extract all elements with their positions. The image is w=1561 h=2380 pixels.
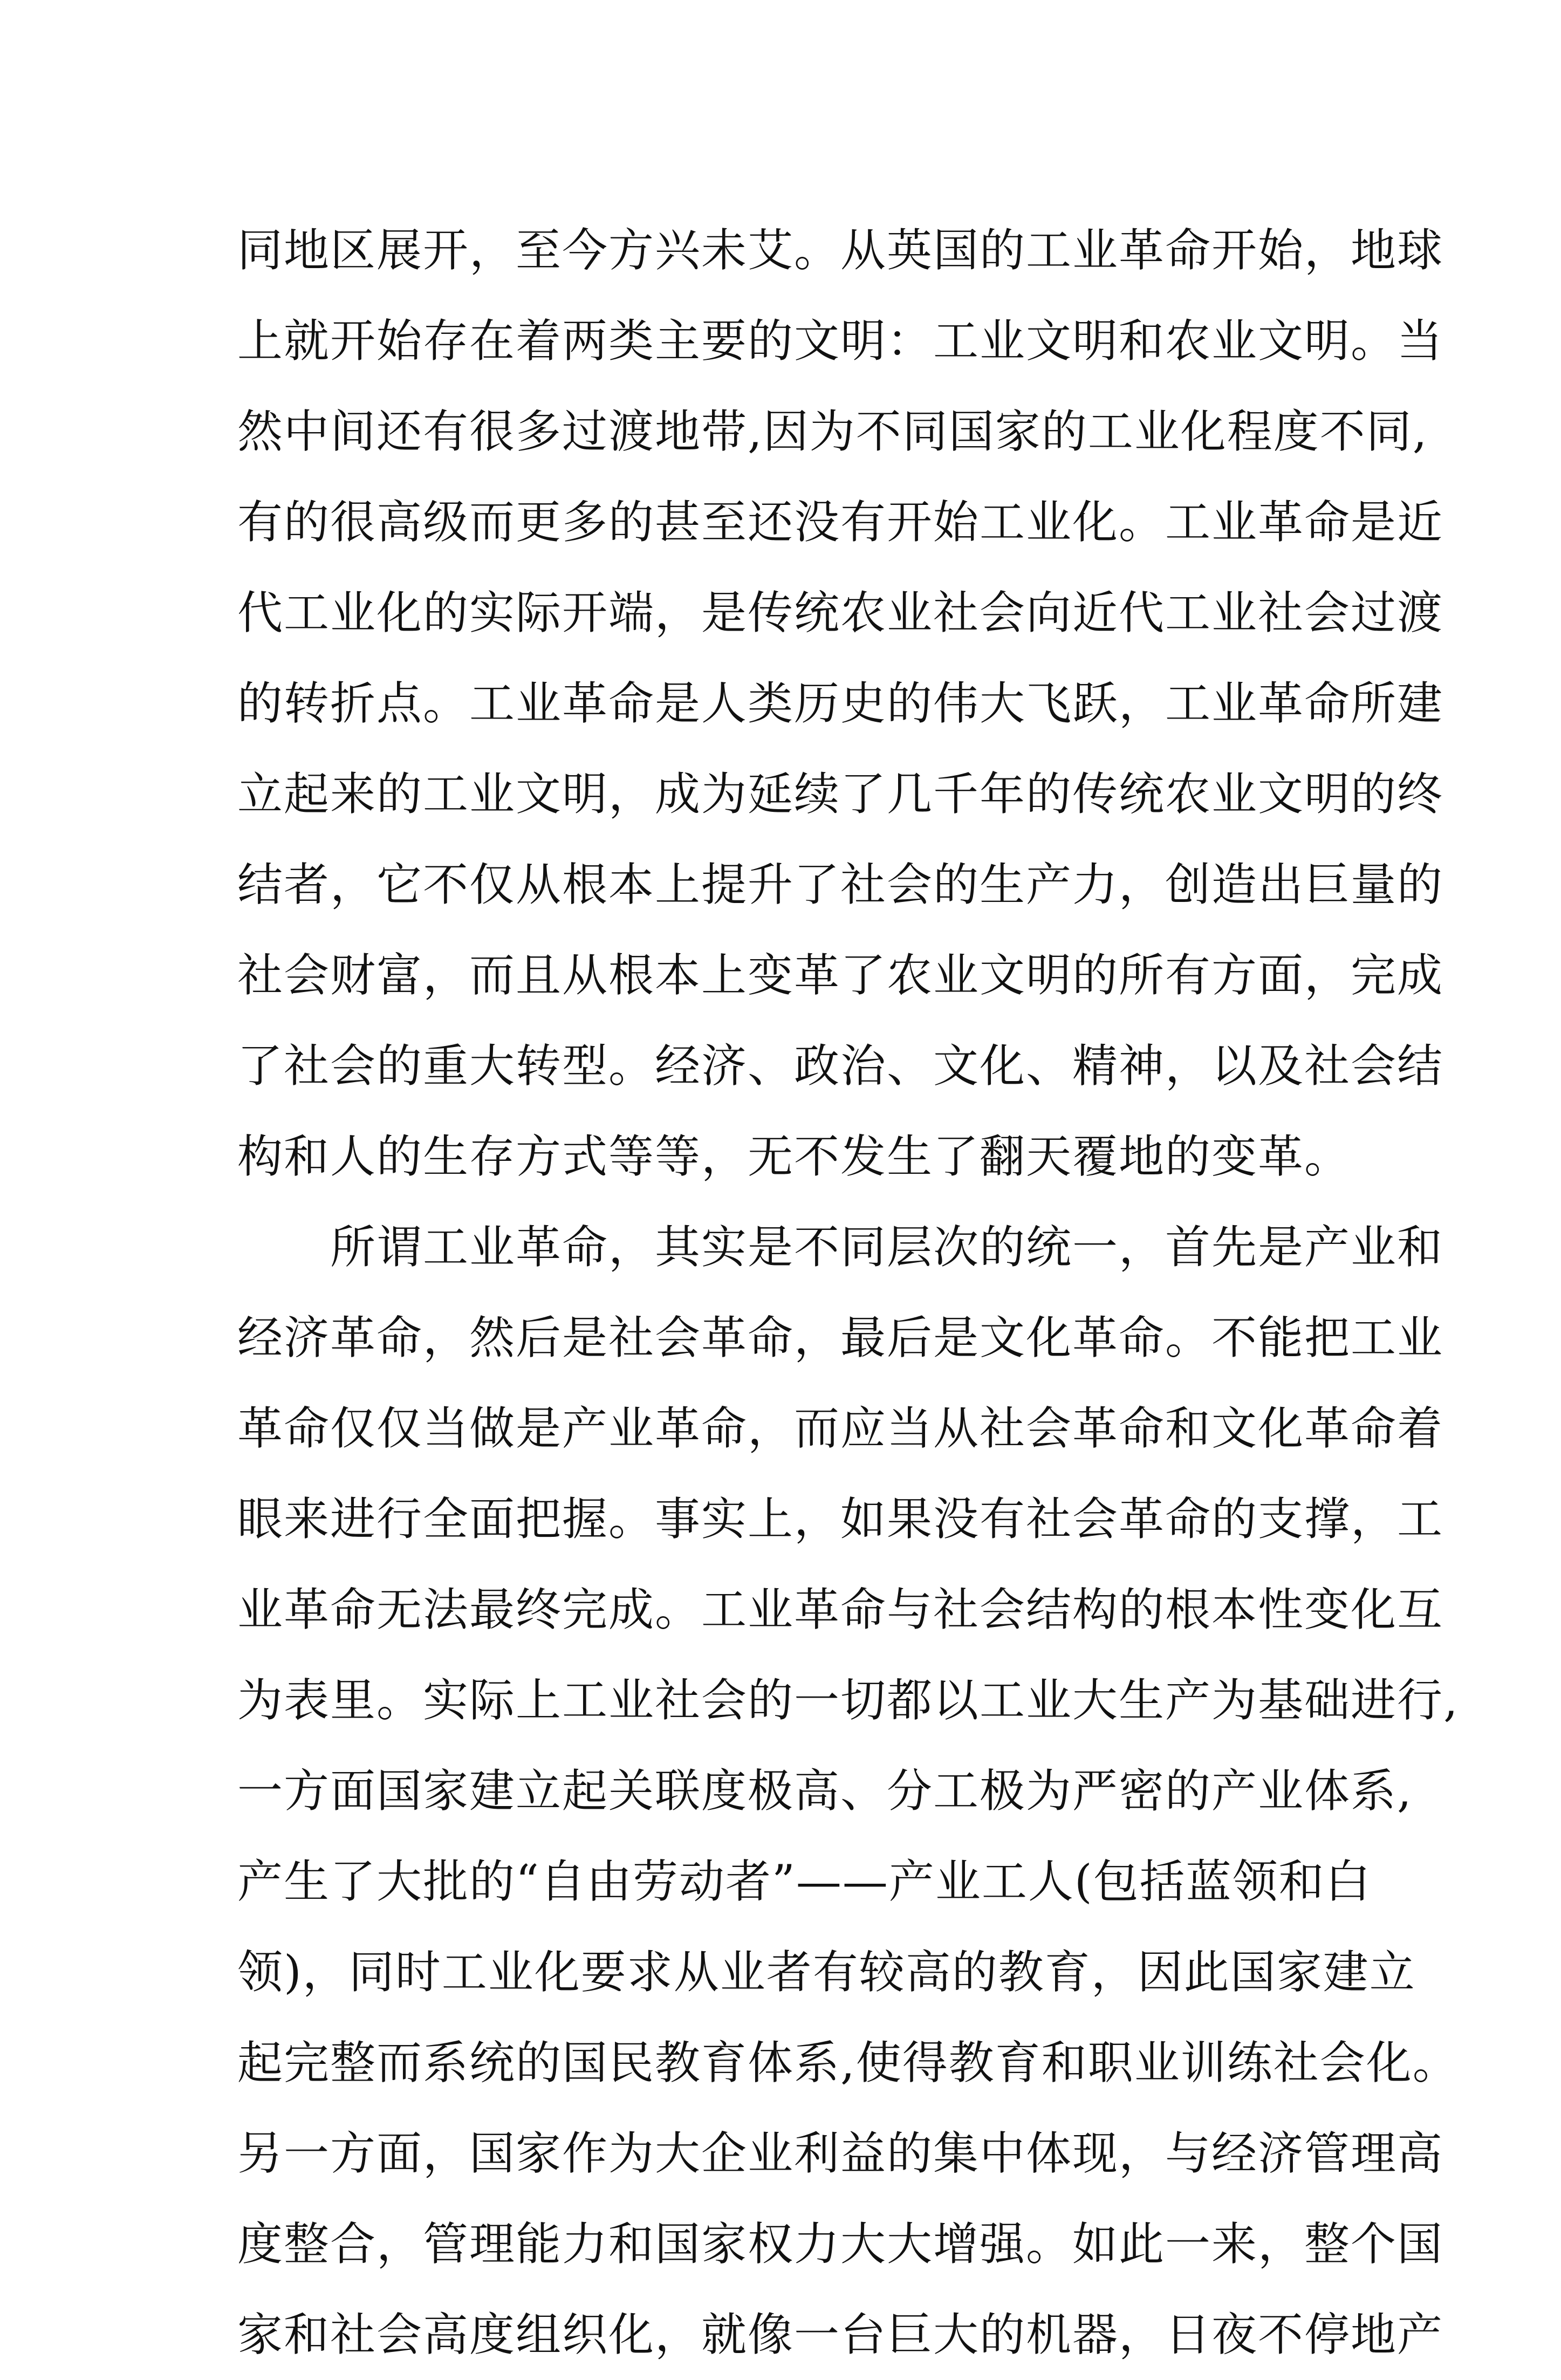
text-line: 度整合，管理能力和国家权力大大增强。如此一来，整个国 [237, 2218, 1444, 2270]
text-line: 产生了大批的“自由劳动者”——产业工人(包括蓝领和白 [237, 1855, 1372, 1908]
text-line: 起完整而系统的国民教育体系,使得教育和职业训练社会化。 [237, 2036, 1459, 2089]
text-line: 所谓工业革命，其实是不同层次的统一，首先是产业和 [237, 1221, 1444, 1274]
text-line: 一方面国家建立起关联度极高、分工极为严密的产业体系, [237, 1765, 1413, 1817]
text-line: 立起来的工业文明，成为延续了几千年的传统农业文明的终 [237, 768, 1444, 820]
body-text [237, 205, 1459, 2380]
text-line: 上就开始存在着两类主要的文明：工业文明和农业文明。当 [237, 314, 1444, 367]
text-line: 社会财富，而且从根本上变革了农业文明的所有方面，完成 [237, 949, 1444, 1002]
text-line: 为表里。实际上工业社会的一切都以工业大生产为基础进行, [237, 1674, 1459, 1727]
text-line: 领)，同时工业化要求从业者有较高的教育，因此国家建立 [237, 1946, 1416, 1999]
text-line: 同地区展开，至今方兴未艾。从英国的工业革命开始，地球 [237, 224, 1444, 277]
text-line: 代工业化的实际开端，是传统农业社会向近代工业社会过渡 [237, 586, 1444, 639]
text-line: 然中间还有很多过渡地带,因为不同国家的工业化程度不同, [237, 405, 1428, 458]
text-line: 眼来进行全面把握。事实上，如果没有社会革命的支撑，工 [237, 1493, 1444, 1545]
text-line: 家和社会高度组织化，就像一台巨大的机器，日夜不停地产 [237, 2308, 1444, 2361]
text-line: 业革命无法最终完成。工业革命与社会结构的根本性变化互 [237, 1583, 1444, 1636]
text-line: 结者，它不仅从根本上提升了社会的生产力，创造出巨量的 [237, 858, 1444, 911]
text-line: 构和人的生存方式等等，无不发生了翻天覆地的变革。 [237, 1130, 1351, 1183]
text-line: 另一方面，国家作为大企业利益的集中体现，与经济管理高 [237, 2127, 1444, 2180]
text-line: 经济革命，然后是社会革命，最后是文化革命。不能把工业 [237, 1311, 1444, 1364]
text-line: 有的很高级而更多的甚至还没有开始工业化。工业革命是近 [237, 496, 1444, 549]
text-line: 了社会的重大转型。经济、政治、文化、精神，以及社会结 [237, 1039, 1444, 1092]
text-line: 的转折点。工业革命是人类历史的伟大飞跃，工业革命所建 [237, 677, 1444, 730]
text-line: 革命仅仅当做是产业革命，而应当从社会革命和文化革命着 [237, 1402, 1444, 1455]
